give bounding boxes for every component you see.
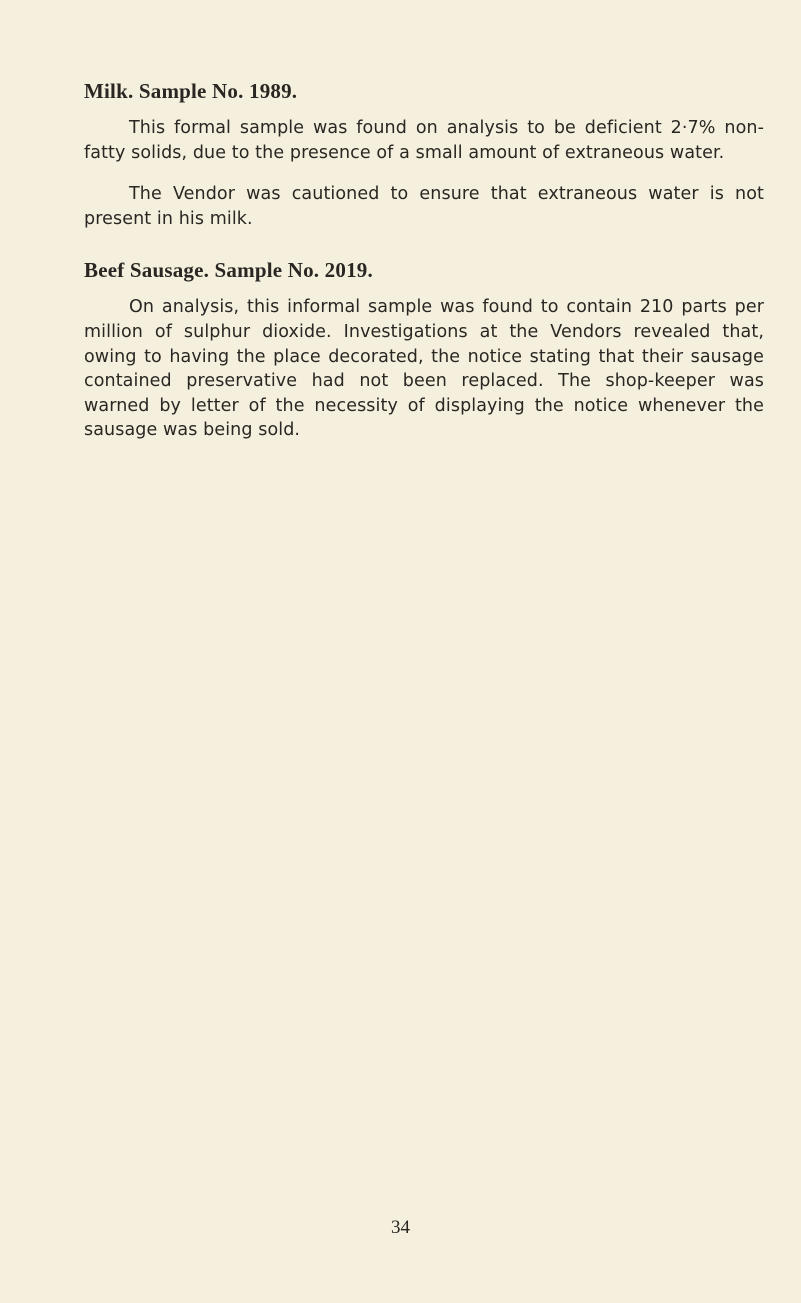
paragraph-milk-analysis: This formal sample was found on analysis to be deficient 2·7% non-fatty solids, due to the presence of a small amount of extraneous water. bbox=[84, 118, 764, 163]
paragraph-milk-caution: The Vendor was cautioned to ensure that extraneous water is not present in his milk. bbox=[84, 184, 764, 229]
paragraph-sausage-analysis: On analysis, this informal sample was found to contain 210 parts per million of sulphur dioxide. Investigations at the Vendors revealed that, owing to having the place decorated, the notice stating that their sausage contained preservative had not been replaced. The shop-keeper was warned by letter of the necessity of displaying the notice whenever the sausage was being sold. bbox=[84, 297, 764, 441]
section-heading-beef-sausage: Beef Sausage. Sample No. 2019. bbox=[84, 258, 373, 283]
section-heading-milk: Milk. Sample No. 1989. bbox=[84, 79, 298, 103]
document-page bbox=[84, 74, 764, 443]
page-number: 34 bbox=[391, 1217, 410, 1238]
